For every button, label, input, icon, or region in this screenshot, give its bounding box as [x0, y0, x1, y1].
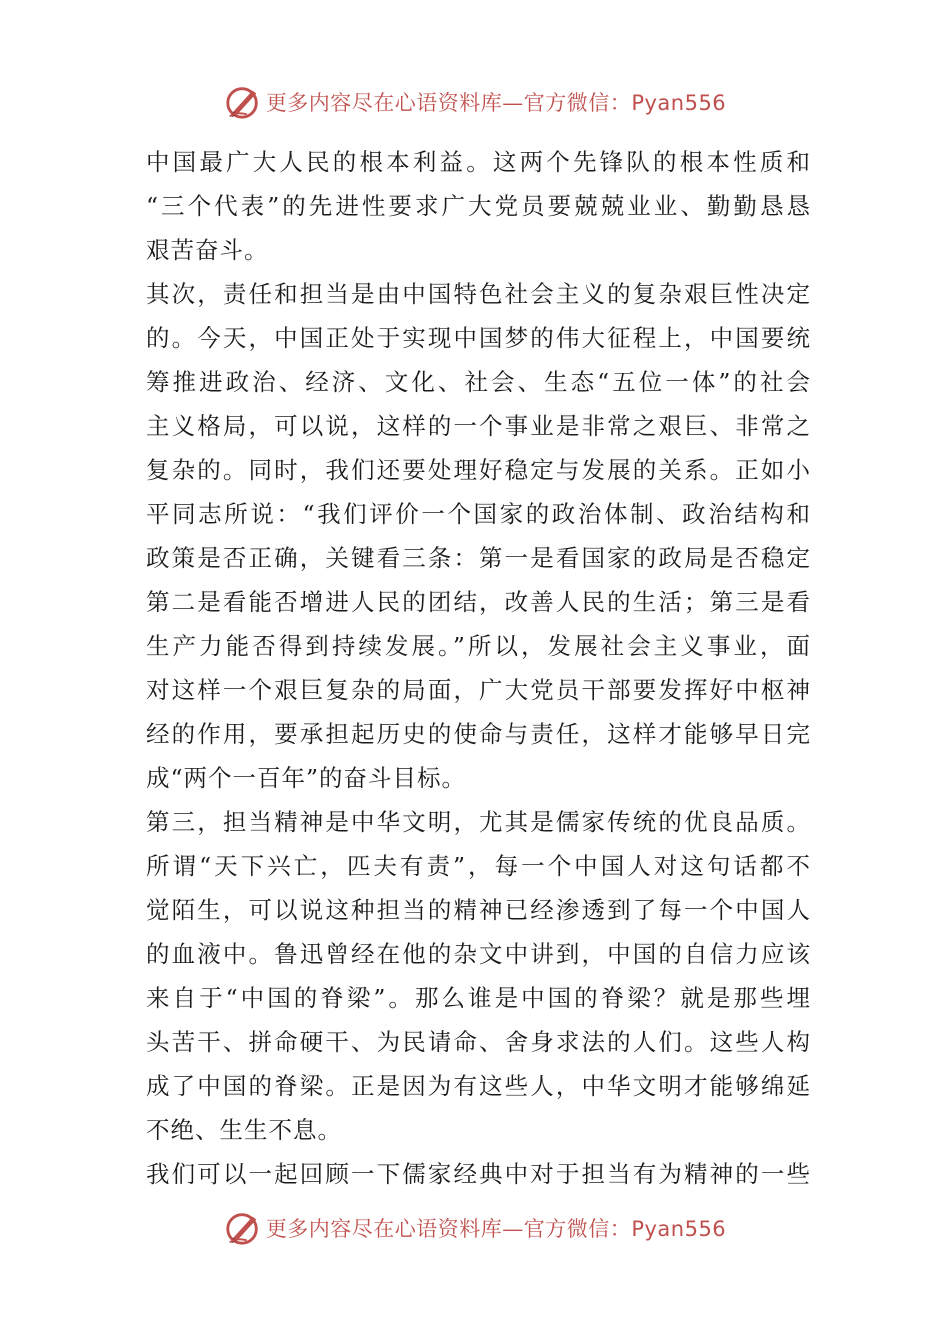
text-line: 第二是看能否增进人民的团结，改善人民的生活；第三是看 [146, 588, 811, 616]
text-line: 来自于“中国的脊梁”。那么谁是中国的脊梁？就是那些埋 [146, 984, 811, 1012]
text-line: 复杂的。同时，我们还要处理好稳定与发展的关系。正如小 [146, 456, 811, 484]
header-banner-text: 更多内容尽在心语资料库—官方微信：Pyan556 [265, 91, 727, 115]
text-line: 筹推进政治、经济、文化、社会、生态“五位一体”的社会 [146, 368, 811, 396]
header-banner [0, 82, 950, 122]
wechat-id: Pyan556 [631, 1217, 727, 1241]
text-line: 的血液中。鲁迅曾经在他的杂文中讲到，中国的自信力应该 [146, 940, 811, 968]
pen-logo-icon [224, 83, 262, 121]
text-line: 头苦干、拼命硬干、为民请命、舍身求法的人们。这些人构 [146, 1028, 811, 1056]
text-line: 对这样一个艰巨复杂的局面，广大党员干部要发挥好中枢神 [146, 676, 811, 704]
text-line: 觉陌生，可以说这种担当的精神已经渗透到了每一个中国人 [146, 896, 811, 924]
footer-banner [0, 1208, 950, 1248]
text-line: 主义格局，可以说，这样的一个事业是非常之艰巨、非常之 [146, 412, 811, 440]
text-line: 成“两个一百年”的奋斗目标。 [146, 764, 467, 792]
text-line: 经的作用，要承担起历史的使命与责任，这样才能够早日完 [146, 720, 811, 748]
text-line: 我们可以一起回顾一下儒家经典中对于担当有为精神的一些 [146, 1160, 811, 1188]
wechat-id: Pyan556 [631, 91, 727, 115]
text-line: 生产力能否得到持续发展。”所以，发展社会主义事业，面 [146, 632, 811, 660]
footer-banner-text: 更多内容尽在心语资料库—官方微信：Pyan556 [265, 1217, 727, 1241]
text-line: 不绝、生生不息。 [146, 1116, 342, 1144]
document-body [146, 140, 811, 1196]
text-line: 艰苦奋斗。 [146, 236, 269, 264]
pen-logo-icon [224, 1209, 262, 1247]
text-line: 的。今天，中国正处于实现中国梦的伟大征程上，中国要统 [146, 324, 811, 352]
text-line: 第三，担当精神是中华文明，尤其是儒家传统的优良品质。 [146, 808, 811, 836]
text-line: 政策是否正确，关键看三条：第一是看国家的政局是否稳定 [146, 544, 811, 572]
text-line: 成了中国的脊梁。正是因为有这些人，中华文明才能够绵延 [146, 1072, 811, 1100]
text-line: 平同志所说：“我们评价一个国家的政治体制、政治结构和 [146, 500, 811, 528]
text-line: 所谓“天下兴亡，匹夫有责”，每一个中国人对这句话都不 [146, 852, 811, 880]
text-line: 中国最广大人民的根本利益。这两个先锋队的根本性质和 [146, 148, 811, 176]
text-line: 其次，责任和担当是由中国特色社会主义的复杂艰巨性决定 [146, 280, 811, 308]
text-line: “三个代表”的先进性要求广大党员要兢兢业业、勤勤恳恳 [146, 192, 811, 220]
